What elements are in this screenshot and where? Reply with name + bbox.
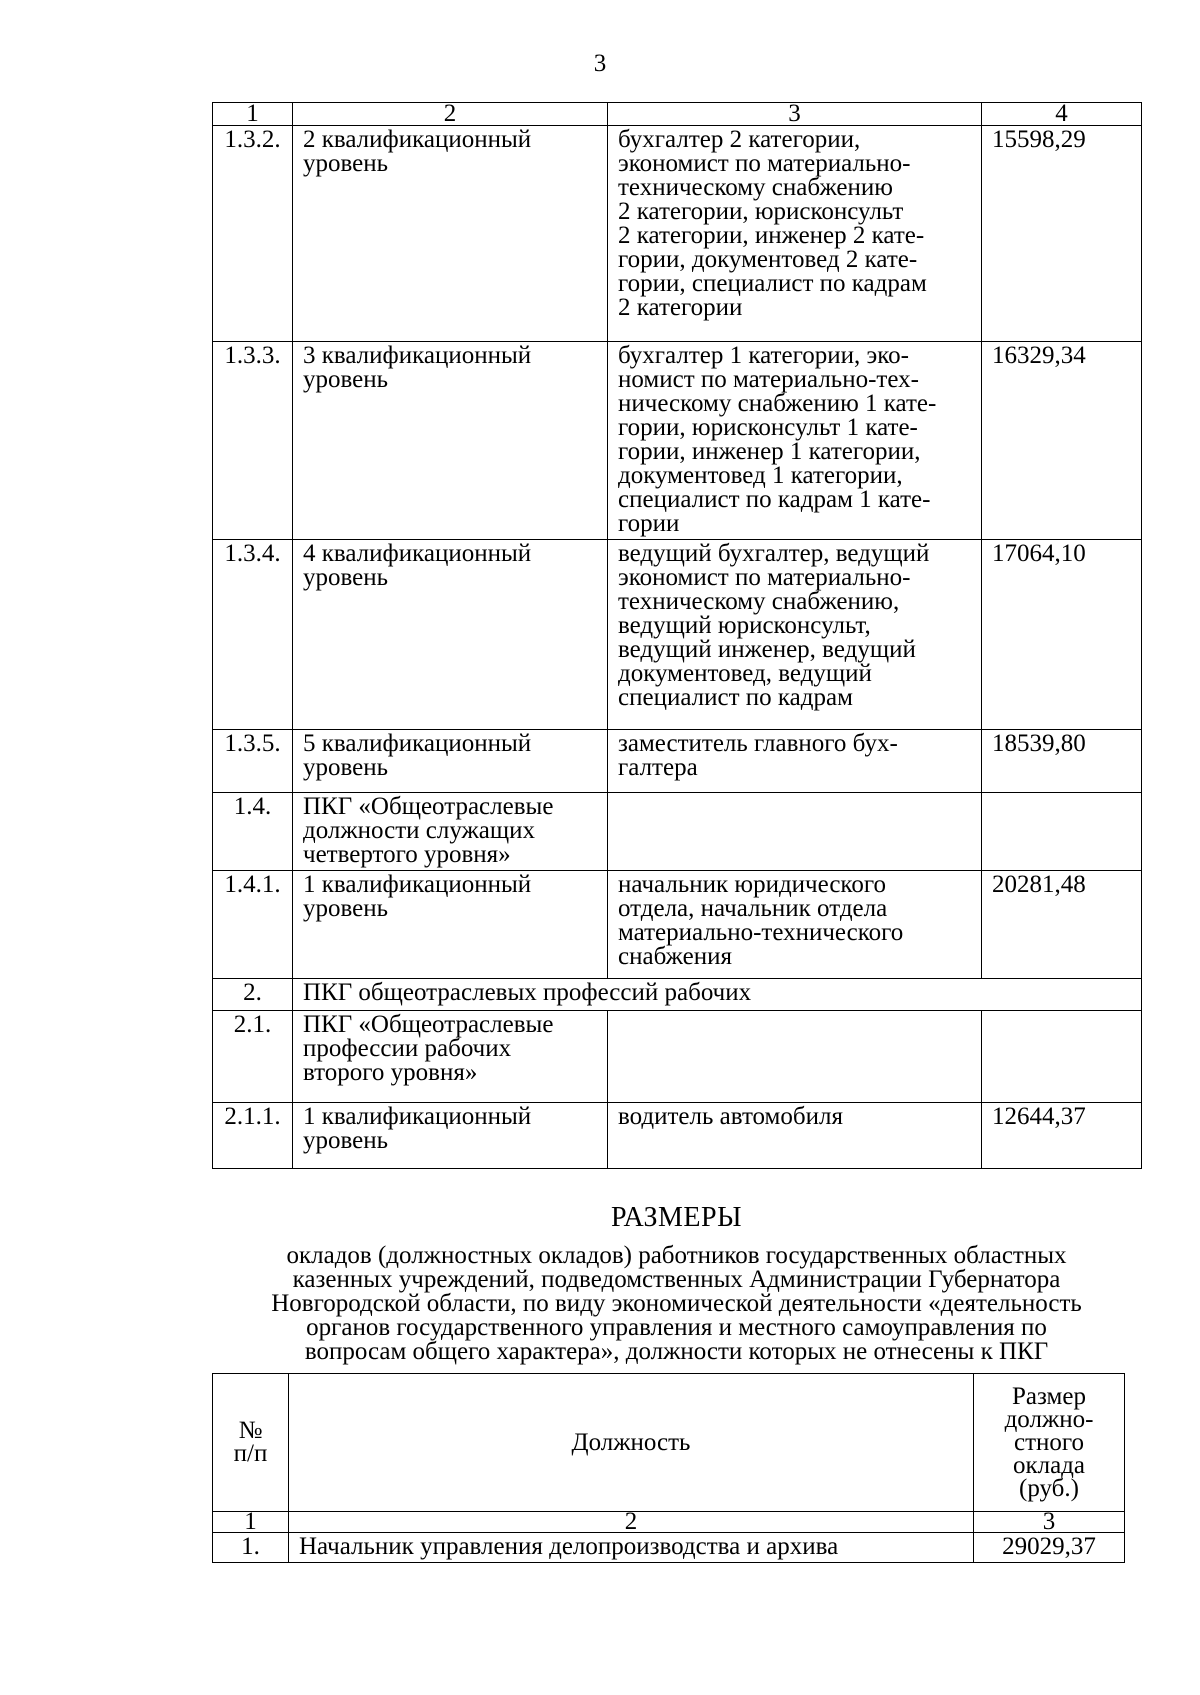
row-positions: водитель автомобиля [608,1103,982,1169]
row-code: 2.1. [213,1011,293,1103]
row-salary [982,1011,1142,1103]
column-number: 2 [293,103,608,126]
row-positions: заместитель главного бух- галтера [608,730,982,793]
row-salary: 16329,34 [982,342,1142,540]
row-code: 2.1.1. [213,1103,293,1169]
row-level: 4 квалификационный уровень [293,540,608,730]
table-row [213,871,1142,979]
row-level: ПКГ «Общеотраслевые профессии рабочих второго уровня» [293,1011,608,1103]
row-code: 1.4.1. [213,871,293,979]
row-code: 1.4. [213,793,293,871]
table-row [213,126,1142,342]
salary-table-non-pkg [212,1373,1125,1563]
row-level: 1 квалификационный уровень [293,871,608,979]
table-row [213,342,1142,540]
table-row [213,979,1142,1011]
row-group-title: ПКГ общеотраслевых профессий рабочих [293,979,1142,1011]
column-number: 3 [974,1512,1125,1533]
section-subtitle: окладов (должностных окладов) работников государственных областных казенных учреждений, подведомственных Администрации Губернатора Новгородской области, по виду экономической деятельности «деятельность органов государственного управления и местного самоуправления по вопросам общего характера», должности которых не отнесены к ПКГ [271,1242,1082,1365]
row-salary: 29029,37 [974,1533,1125,1563]
row-salary: 15598,29 [982,126,1142,342]
row-level: ПКГ «Общеотраслевые должности служащих четвертого уровня» [293,793,608,871]
column-number: 4 [982,103,1142,126]
row-code: 1.3.3. [213,342,293,540]
row-level: 5 квалификационный уровень [293,730,608,793]
page-number: 3 [593,50,607,77]
row-code: 1.3.4. [213,540,293,730]
row-positions [608,793,982,871]
column-number: 1 [213,103,293,126]
table-row [213,1011,1142,1103]
header-number: № п/п [213,1374,289,1512]
table1-header-row [213,103,1142,126]
section-title: РАЗМЕРЫ [610,1202,743,1233]
row-positions: начальник юридического отдела, начальник отдела материально-технического снабжения [608,871,982,979]
row-salary [982,793,1142,871]
column-number: 1 [213,1512,289,1533]
table-row [213,730,1142,793]
row-salary: 17064,10 [982,540,1142,730]
row-code: 2. [213,979,293,1011]
row-salary: 12644,37 [982,1103,1142,1169]
column-number: 2 [289,1512,974,1533]
row-positions: бухгалтер 1 категории, эко- номист по материально-тех- ническому снабжению 1 кате- гории, юрисконсульт 1 кате- гории, инженер 1 категории, документовед 1 категории, специалист по кадрам 1 кате- гории [608,342,982,540]
table2-header-row [213,1374,1125,1512]
row-position: Начальник управления делопроизводства и архива [289,1533,974,1563]
table-row [213,793,1142,871]
header-position: Должность [289,1374,974,1512]
salary-table-pkg [212,102,1142,1169]
table-row [213,1533,1125,1563]
row-level: 1 квалификационный уровень [293,1103,608,1169]
table2-column-numbers-row [213,1512,1125,1533]
row-level: 2 квалификационный уровень [293,126,608,342]
row-positions: ведущий бухгалтер, ведущий экономист по материально- техническому снабжению, ведущий юрисконсульт, ведущий инженер, ведущий документовед, ведущий специалист по кадрам [608,540,982,730]
row-positions [608,1011,982,1103]
column-number: 3 [608,103,982,126]
header-salary: Размер должно- стного оклада (руб.) [974,1374,1125,1512]
table-row [213,540,1142,730]
row-code: 1.3.2. [213,126,293,342]
row-level: 3 квалификационный уровень [293,342,608,540]
row-number: 1. [213,1533,289,1563]
row-positions: бухгалтер 2 категории, экономист по материально- техническому снабжению 2 категории, юрисконсульт 2 категории, инженер 2 кате- гории, документовед 2 кате- гории, специалист по кадрам 2 категории [608,126,982,342]
row-salary: 20281,48 [982,871,1142,979]
row-code: 1.3.5. [213,730,293,793]
row-salary: 18539,80 [982,730,1142,793]
table-row [213,1103,1142,1169]
